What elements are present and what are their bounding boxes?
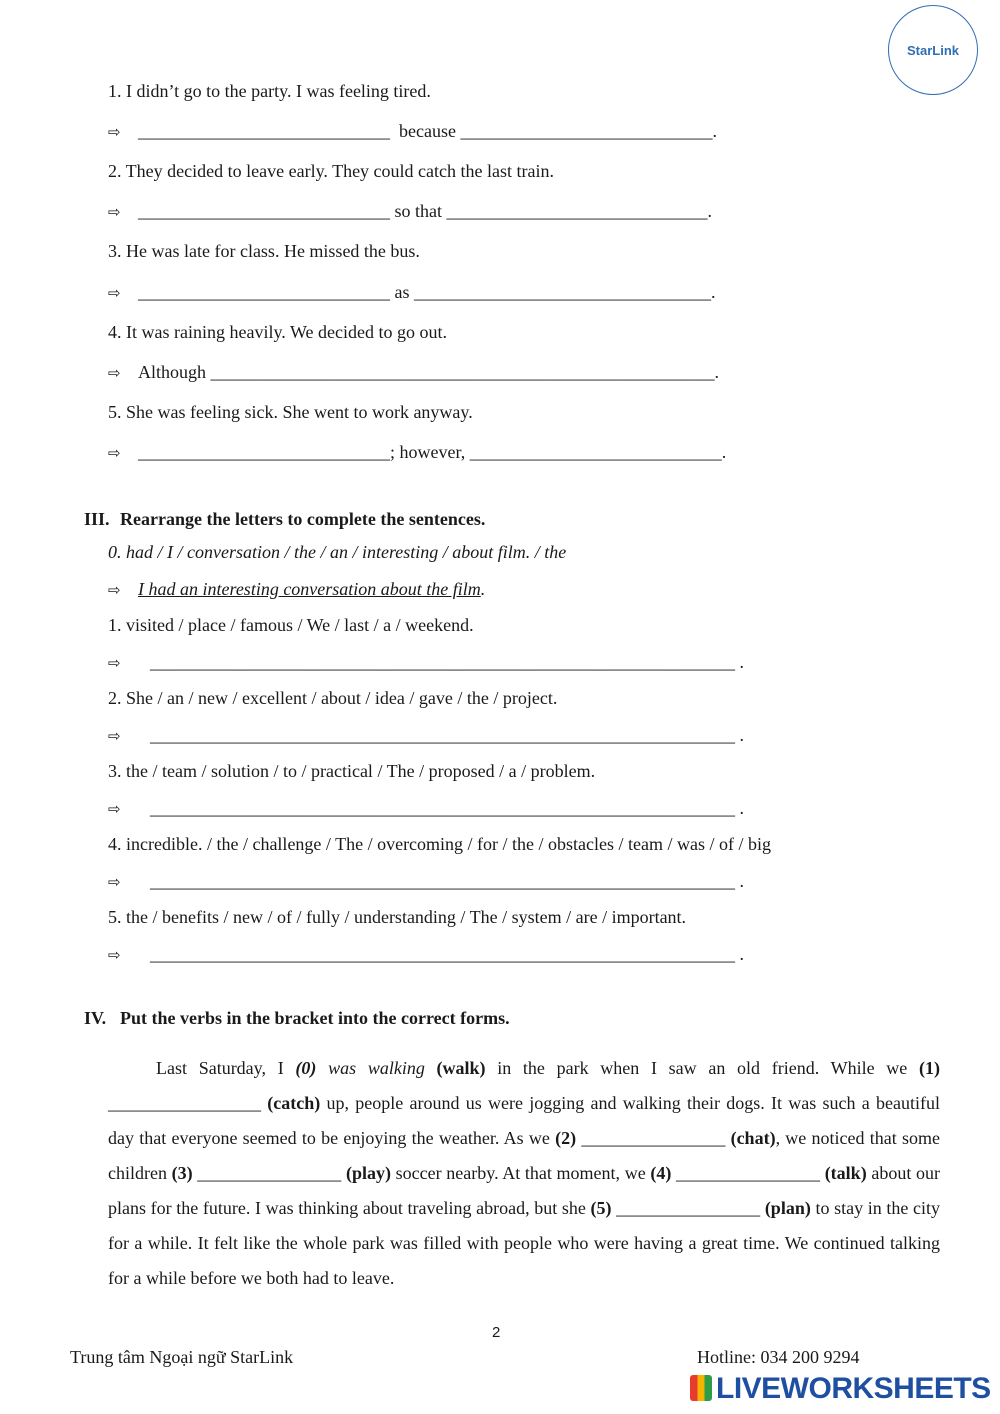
blank-number-4: (4) (650, 1163, 672, 1183)
text: Last Saturday, I (156, 1058, 296, 1078)
answer-text: _________________________________________________________________ . (150, 798, 744, 818)
page-number: 2 (492, 1324, 501, 1341)
answer-text: _________________________________________________________________ . (150, 725, 744, 745)
arrow-icon: ⇨ (108, 873, 121, 891)
verb-2: (chat) (730, 1128, 776, 1148)
arrow-icon: ⇨ (108, 581, 121, 599)
blank-5[interactable]: ________________ (611, 1198, 765, 1218)
text: , we noticed that some children (108, 1128, 941, 1183)
arrow-icon: ⇨ (108, 946, 121, 964)
blank-2[interactable]: ________________ (576, 1128, 731, 1148)
s3-question-4: 4. incredible. / the / challenge / The / overcoming / for / the / obstacles / team / was / of / big (108, 834, 771, 854)
blank-number-5: (5) (590, 1198, 612, 1218)
arrow-icon: ⇨ (108, 364, 121, 382)
answer-text: Although ________________________________________________________. (138, 362, 720, 382)
arrow-icon: ⇨ (108, 444, 121, 462)
section-3-heading (84, 509, 485, 530)
example-answer: was walking (316, 1058, 437, 1078)
s2-question-1: 1. I didn’t go to the party. I was feeling tired. (108, 81, 431, 101)
s2-question-3: 3. He was late for class. He missed the bus. (108, 241, 420, 261)
s3-answer-line-4[interactable] (108, 871, 744, 892)
section-title: Rearrange the letters to complete the sentences. (120, 509, 486, 529)
s2-question-5: 5. She was feeling sick. She went to work anyway. (108, 402, 473, 422)
s2-answer-line-1[interactable] (108, 121, 717, 142)
s2-answer-line-4[interactable] (108, 362, 719, 383)
blank-number-2: (2) (555, 1128, 577, 1148)
s3-answer-line-3[interactable] (108, 798, 744, 819)
arrow-icon: ⇨ (108, 123, 121, 141)
s3-answer-line-2[interactable] (108, 725, 744, 746)
example-number: (0) (295, 1058, 317, 1078)
answer-text: ____________________________ because ____________________________. (138, 121, 717, 141)
text: soccer nearby. At that moment, we (390, 1163, 651, 1183)
example-answer-text: I had an interesting conversation about the film (138, 579, 481, 599)
s2-answer-line-2[interactable] (108, 201, 712, 222)
verb-5: (plan) (764, 1198, 811, 1218)
s3-question-3: 3. the / team / solution / to / practical / The / proposed / a / problem. (108, 761, 596, 781)
s3-answer-line-1[interactable] (108, 652, 744, 673)
footer-center-name: Trung tâm Ngoại ngữ StarLink (70, 1347, 294, 1367)
section-title: Put the verbs in the bracket into the correct forms. (120, 1008, 510, 1028)
s2-question-2: 2. They decided to leave early. They could catch the last train. (108, 161, 554, 181)
section-4-heading (84, 1008, 510, 1029)
blank-number-1: (1) (919, 1058, 940, 1078)
s3-question-2: 2. She / an / new / excellent / about / idea / gave / the / project. (108, 688, 558, 708)
starlink-logo (888, 5, 978, 95)
blank-number-3: (3) (171, 1163, 193, 1183)
answer-text: ____________________________ so that _____________________________. (138, 201, 712, 221)
text: to stay in the city for a while. It felt like the whole park was filled with people who were having a great time. We continued talking for a while before we both had to leave. (108, 1198, 940, 1288)
s2-answer-line-3[interactable] (108, 282, 716, 303)
s3-question-1: 1. visited / place / famous / We / last / a / weekend. (108, 615, 474, 635)
text: up, people around us were jogging and walking their dogs. It was such a beautiful day that everyone seemed to be enjoying the weather. As we (108, 1093, 941, 1148)
arrow-icon: ⇨ (108, 727, 121, 745)
s2-question-4: 4. It was raining heavily. We decided to go out. (108, 322, 447, 342)
text: about our plans for the future. I was thinking about traveling abroad, but she (108, 1163, 940, 1218)
answer-text: ____________________________; however, ____________________________. (138, 442, 727, 462)
liveworksheets-logo (690, 1372, 991, 1406)
verb-paragraph (108, 1051, 940, 1296)
arrow-icon: ⇨ (108, 800, 121, 818)
verb-3: (play) (345, 1163, 391, 1183)
s3-example-question: 0. had / I / conversation / the / an / interesting / about film. / the (108, 542, 567, 562)
blank-3[interactable]: ________________ (192, 1163, 346, 1183)
verb-1: (catch) (267, 1093, 321, 1113)
s3-example-answer (108, 579, 485, 600)
blank-1[interactable]: _________________ (108, 1093, 268, 1113)
answer-text: _________________________________________________________________ . (150, 871, 744, 891)
section-number: III. (84, 509, 110, 529)
answer-text: _________________________________________________________________ . (150, 944, 744, 964)
arrow-icon: ⇨ (108, 654, 121, 672)
verb-4: (talk) (824, 1163, 867, 1183)
answer-text: _________________________________________________________________ . (150, 652, 744, 672)
answer-text: ____________________________ as _________________________________. (138, 282, 716, 302)
brand-text: LIVEWORKSHEETS (716, 1372, 991, 1405)
example-verb: (walk) (436, 1058, 486, 1078)
s3-answer-line-5[interactable] (108, 944, 744, 965)
s2-answer-line-5[interactable] (108, 442, 726, 463)
arrow-icon: ⇨ (108, 203, 121, 221)
text: in the park when I saw an old friend. While we (485, 1058, 919, 1078)
section-number: IV. (84, 1008, 107, 1028)
liveworksheets-mark-icon (690, 1375, 712, 1401)
arrow-icon: ⇨ (108, 284, 121, 302)
footer-hotline: Hotline: 034 200 9294 (697, 1347, 860, 1367)
example-answer-period: . (480, 579, 486, 599)
s3-question-5: 5. the / benefits / new / of / fully / understanding / The / system / are / important. (108, 907, 687, 927)
blank-4[interactable]: ________________ (671, 1163, 825, 1183)
logo-text: StarLink (906, 42, 959, 58)
